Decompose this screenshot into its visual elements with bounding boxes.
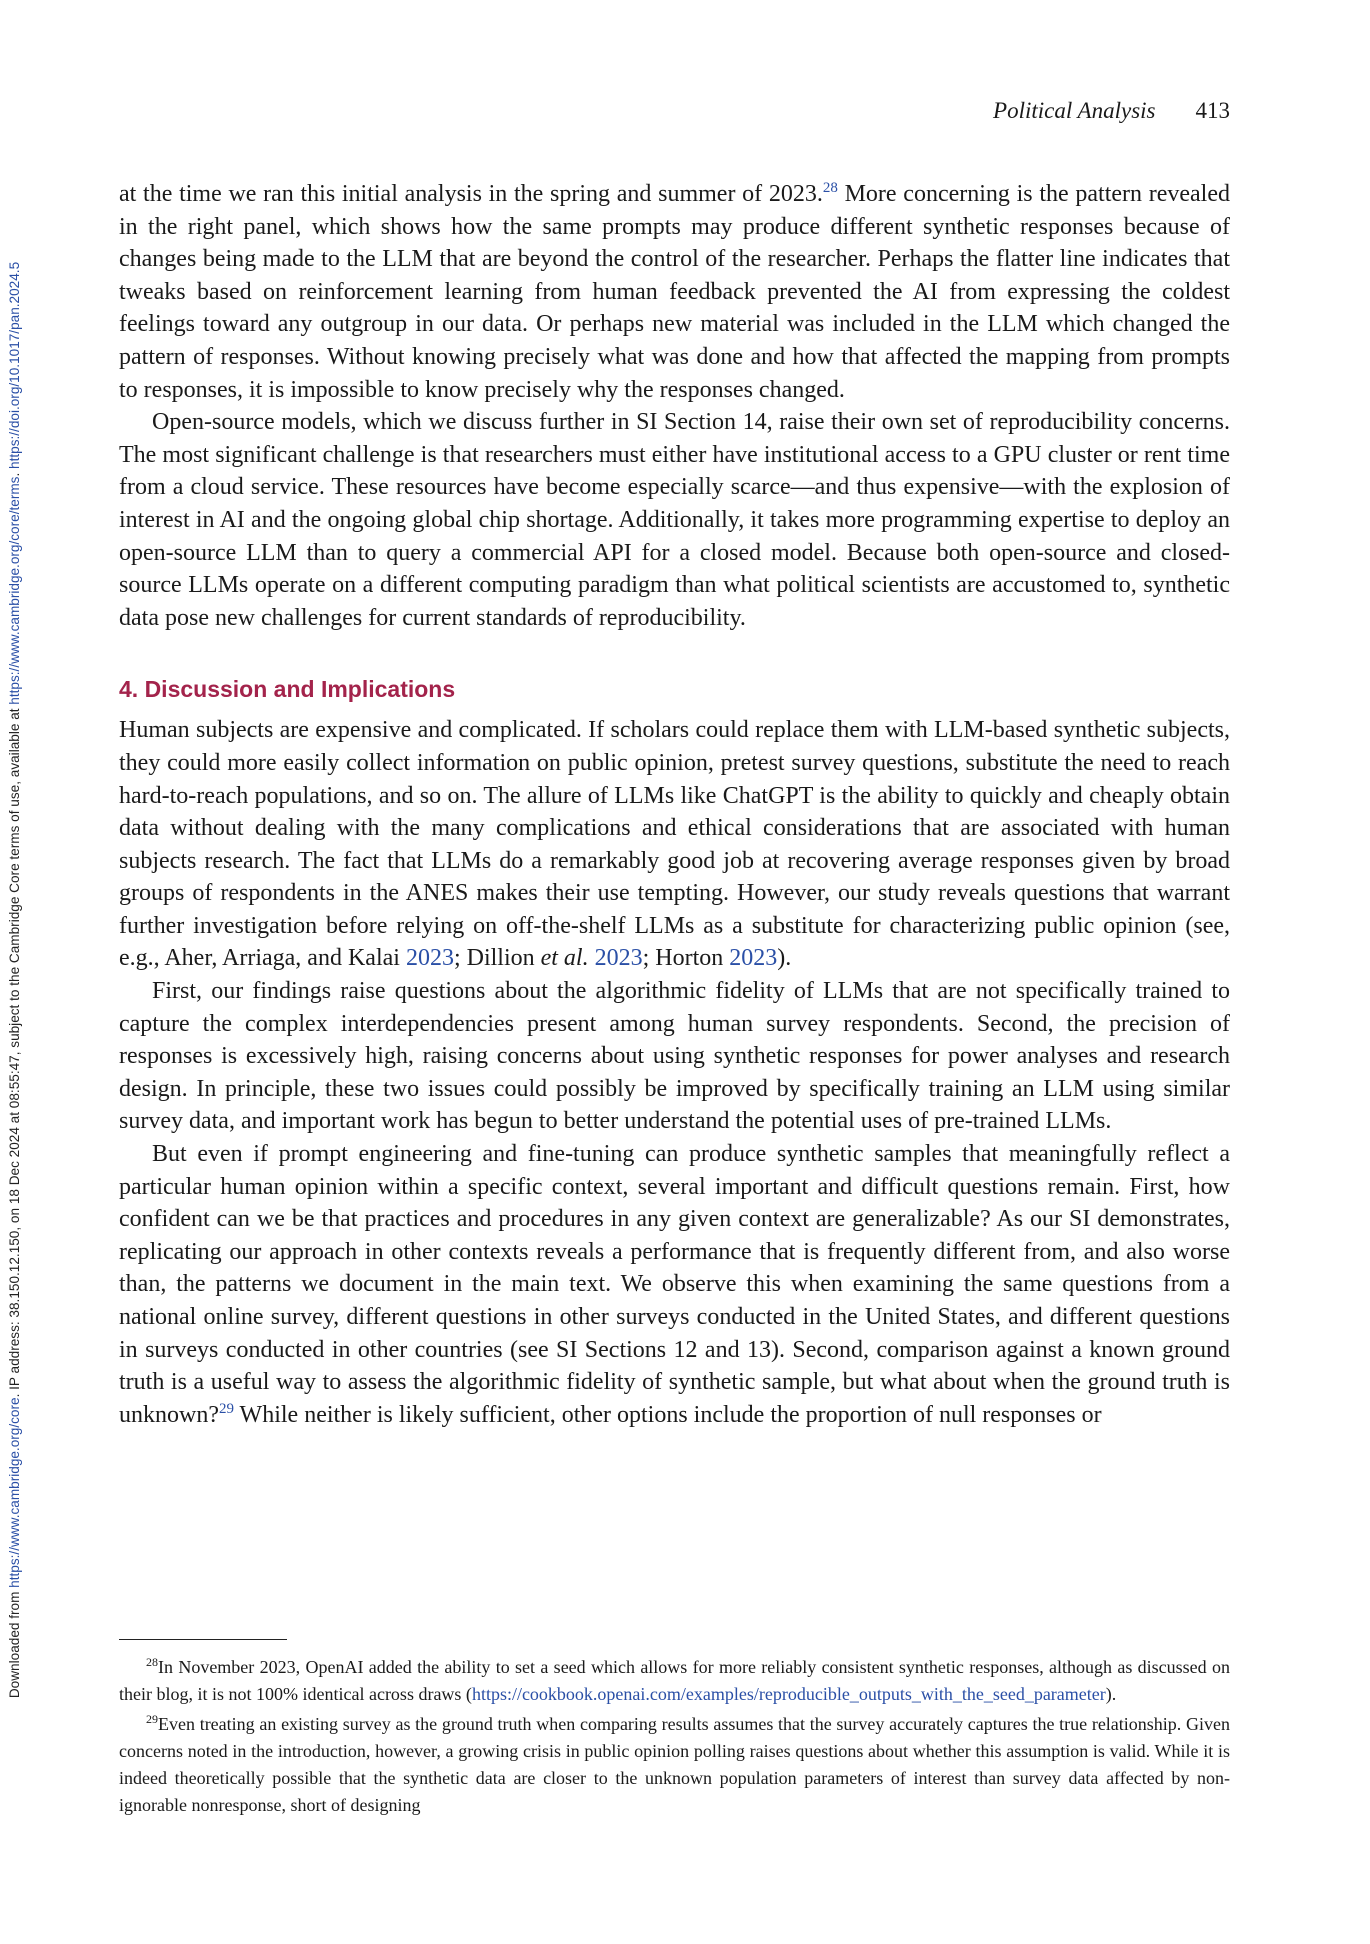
terms-link[interactable]: https://www.cambridge.org/core/terms bbox=[7, 476, 22, 705]
footnote-28-text-b: ). bbox=[1105, 1684, 1117, 1704]
openai-cookbook-link[interactable]: https://cookbook.openai.com/examples/reproducible_outputs_with_the_seed_parameter bbox=[471, 1684, 1106, 1704]
paragraph-1-text-a: at the time we ran this initial analysis in the spring and summer of 2023. bbox=[119, 181, 823, 207]
et-al: et al. bbox=[540, 945, 589, 972]
paragraph-2: Open-source models, which we discuss further in SI Section 14, raise their own set of reproducibility concerns. The most significant challenge is that researchers must either have institutional access to a GPU cluster or rent time from a cloud service. These resources have become especially scarce—and thus expensive—with the explosion of interest in AI and the ongoing global chip shortage. Additionally, it takes more programming expertise to deploy an open-source LLM than to query a commercial API for a closed model. Because both open-source and closed-source LLMs operate on a different computing paradigm than what political scientists are accustomed to, synthetic data pose new challenges for current standards of reproducibility. bbox=[119, 409, 1230, 631]
footnote-28-text-a: In November 2023, OpenAI added the ability to set a seed which allows for more reliably consistent synthetic responses, although as discussed on their blog, it is not 100% identical across draws ( bbox=[119, 1657, 1230, 1704]
paragraph-5 bbox=[119, 1138, 1230, 1431]
section-heading: 4. Discussion and Implications bbox=[119, 676, 456, 703]
citation-dillion-year[interactable]: 2023 bbox=[594, 945, 643, 972]
footnote-ref-29[interactable]: 29 bbox=[218, 1400, 234, 1417]
doi-link[interactable]: https://doi.org/10.1017/pan.2024.5 bbox=[7, 261, 22, 469]
download-notice-prefix: Downloaded from bbox=[7, 1587, 22, 1699]
footnote-29-number: 29 bbox=[146, 1712, 158, 1726]
paragraph-3-text-b: ; Dillion bbox=[453, 945, 541, 972]
paragraph-1-text-b: More concerning is the pattern revealed in the right panel, which shows how the same prompts may produce different synthetic responses because of changes being made to the LLM that are beyond the control of the researcher. Perhaps the flatter line indicates that tweaks based on reinforcement learning from human feedback prevented the AI from expressing the coldest feelings toward any outgroup in our data. Or perhaps new material was included in the LLM which changed the pattern of responses. Without knowing precisely what was done and how that affected the mapping from prompts to responses, it is impossible to know precisely why the responses changed. bbox=[119, 181, 1230, 403]
download-notice-middle: . IP address: 38.150.12.150, on 18 Dec 2024 at 08:55:47, subject to the Cambridge Core terms of use, available at bbox=[7, 704, 22, 1398]
download-notice-strip bbox=[0, 0, 30, 1944]
download-notice bbox=[7, 20, 23, 1940]
paragraph-3-text-d: ; Horton bbox=[642, 945, 730, 972]
footnote-29 bbox=[119, 1711, 1230, 1819]
paragraph-3-text-a: Human subjects are expensive and complicated. If scholars could replace them with LLM-based synthetic subjects, they could more easily collect information on public opinion, pretest survey questions, substitute the need to reach hard-to-reach populations, and so on. The allure of LLMs like ChatGPT is the ability to quickly and cheaply obtain data without dealing with the many complications and ethical considerations that are associated with human subjects research. The fact that LLMs do a remarkably good job at recovering average responses given by broad groups of respondents in the ANES makes their use tempting. However, our study reveals questions that warrant further investigation before relying on off-the-shelf LLMs as a substitute for characterizing public opinion (see, e.g., Aher, Arriaga, and Kalai bbox=[119, 717, 1230, 972]
footnote-rule bbox=[119, 1639, 287, 1640]
running-header bbox=[993, 97, 1230, 125]
citation-horton-year[interactable]: 2023 bbox=[729, 945, 778, 972]
main-text bbox=[119, 178, 1230, 1431]
paragraph-5-text-a: But even if prompt engineering and fine-tuning can produce synthetic samples that meaningfully reflect a particular human opinion within a specific context, several important and difficult questions remain. First, how confident can we be that practices and procedures in any given context are generalizable? As our SI demonstrates, replicating our approach in other contexts reveals a performance that is frequently different from, and also worse than, the patterns we document in the main text. We observe this when examining the same questions from a national online survey, different questions in other surveys conducted in the United States, and different questions in surveys conducted in other countries (see SI Sections 12 and 13). Second, comparison against a known ground truth is a useful way to assess the algorithmic fidelity of synthetic sample, but what about when the ground truth is unknown? bbox=[119, 1141, 1230, 1428]
citation-aher-year[interactable]: 2023 bbox=[405, 945, 454, 972]
footnote-28-number: 28 bbox=[146, 1655, 158, 1669]
paragraph-5-text-b: While neither is likely sufficient, other options include the proportion of null responses or bbox=[233, 1401, 1102, 1428]
footnote-28 bbox=[119, 1654, 1230, 1708]
footnotes bbox=[119, 1639, 1230, 1822]
paragraph-4: First, our findings raise questions about the algorithmic fidelity of LLMs that are not specifically trained to capture the complex interdependencies present among human survey respondents. Second, the precision of responses is excessively high, raising concerns about using synthetic responses for power analyses and research design. In principle, these two issues could possibly be improved by specifically training an LLM using similar survey data, and important work has begun to better understand the potential uses of pre-trained LLMs. bbox=[119, 978, 1230, 1135]
paragraph-3-text-e: ). bbox=[777, 945, 792, 972]
core-link[interactable]: https://www.cambridge.org/core bbox=[7, 1397, 22, 1588]
journal-title: Political Analysis bbox=[993, 98, 1156, 123]
footnote-29-text: Even treating an existing survey as the ground truth when comparing results assumes that the survey accurately captures the true relationship. Given concerns noted in the introduction, however, a growing crisis in public opinion polling raises questions about whether this assumption is valid. While it is indeed theoretically possible that the synthetic data are closer to the unknown population parameters of interest than survey data affected by non-ignorable nonresponse, short of designing bbox=[119, 1714, 1230, 1815]
paragraph-1 bbox=[119, 178, 1230, 406]
page-number: 413 bbox=[1195, 98, 1230, 123]
footnote-ref-28[interactable]: 28 bbox=[822, 180, 838, 196]
paragraph-3 bbox=[119, 714, 1230, 975]
download-notice-sep: . bbox=[7, 468, 22, 477]
